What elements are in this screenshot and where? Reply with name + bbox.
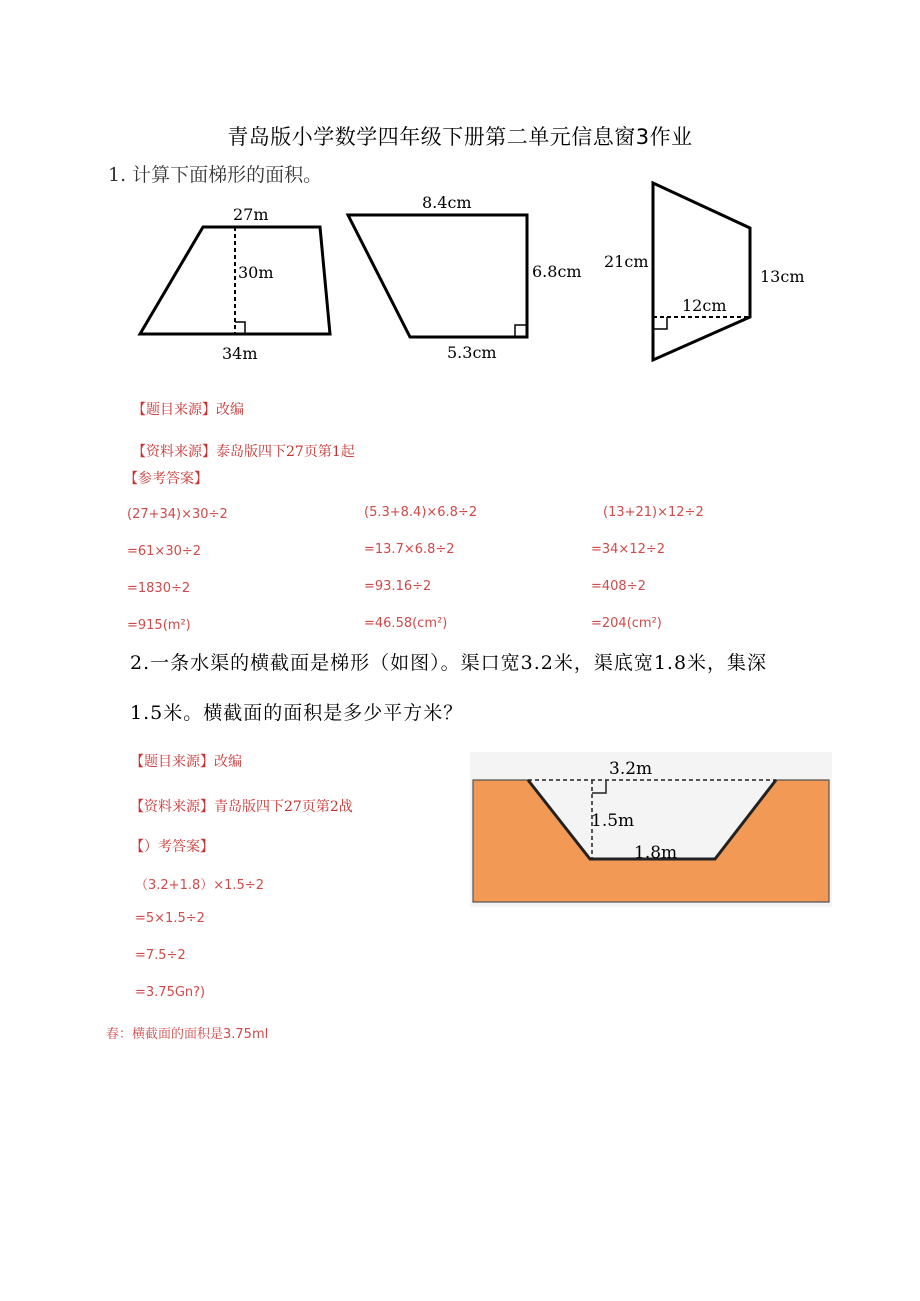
q1-answer-header: 【参考答案】 (124, 471, 208, 487)
trapezoid-a-right-angle (235, 322, 245, 334)
q1-col3-step: =204(cm²) (591, 616, 662, 631)
q1-figures (0, 170, 920, 370)
q1-col2-step: (5.3+8.4)×6.8÷2 (364, 505, 478, 520)
q1-col1-step: (27+34)×30÷2 (127, 507, 228, 522)
q1-col2-step: =13.7×6.8÷2 (364, 542, 455, 557)
q1-col1-step: =61×30÷2 (127, 544, 202, 559)
fig-a-top-label: 27m (233, 205, 269, 224)
canal-figure (470, 752, 832, 907)
canal-top-label: 3.2m (609, 759, 653, 779)
q1-source-title: 【题目来源】改编 (132, 402, 244, 418)
fig-b-top-label: 8.4cm (422, 193, 472, 212)
q1-col3-step: =34×12÷2 (591, 542, 666, 557)
trapezoid-b-right-angle (515, 325, 527, 337)
q1-col2-step: =93.16÷2 (364, 579, 432, 594)
q1-col1-step: =1830÷2 (127, 581, 191, 596)
q1-col3-step: =408÷2 (591, 579, 646, 594)
fig-a-bottom-label: 34m (222, 344, 258, 363)
fig-b-bottom-label: 5.3cm (447, 343, 497, 362)
fig-c-left-label: 21cm (604, 252, 649, 271)
fig-c-height-label: 12cm (682, 296, 727, 315)
q2-conclusion: 春：横截面的面积是3.75ml (106, 1027, 269, 1042)
trapezoid-c (653, 183, 750, 360)
q2-answer-header: 【）考答案】 (130, 839, 214, 855)
q1-source-material: 【资料来源】泰岛版四下27页第1起 (132, 444, 355, 460)
canal-depth-label: 1.5m (591, 811, 635, 831)
question-1-text: 1. 计算下面梯形的面积。 (108, 164, 323, 186)
q1-col3-step: (13+21)×12÷2 (603, 505, 704, 520)
trapezoid-b (348, 215, 527, 337)
q2-step: =5×1.5÷2 (135, 911, 205, 926)
trapezoid-c-right-angle (653, 317, 667, 329)
page-title: 青岛版小学数学四年级下册第二单元信息窗3作业 (227, 125, 693, 149)
q2-source-material: 【资料来源】青岛版四下27页第2战 (130, 799, 353, 815)
q2-source-title: 【题目来源】改编 (130, 754, 242, 770)
fig-a-height-label: 30m (238, 263, 274, 282)
question-2-text-line2: 1.5米。横截面的面积是多少平方米？ (130, 702, 464, 724)
q2-step: =3.75Gn?) (135, 985, 206, 1000)
fig-c-right-label: 13cm (760, 267, 805, 286)
q1-col2-step: =46.58(cm²) (364, 616, 448, 631)
canal-bottom-label: 1.8m (634, 843, 678, 863)
question-2-text-line1: 2.一条水渠的横截面是梯形（如图）。渠口宽3.2米，渠底宽1.8米，集深 (130, 652, 768, 674)
fig-b-side-label: 6.8cm (532, 262, 582, 281)
q2-step: （3.2+1.8）×1.5÷2 (135, 878, 264, 893)
q2-step: =7.5÷2 (135, 948, 186, 963)
q1-col1-step: =915(m²) (127, 618, 191, 633)
